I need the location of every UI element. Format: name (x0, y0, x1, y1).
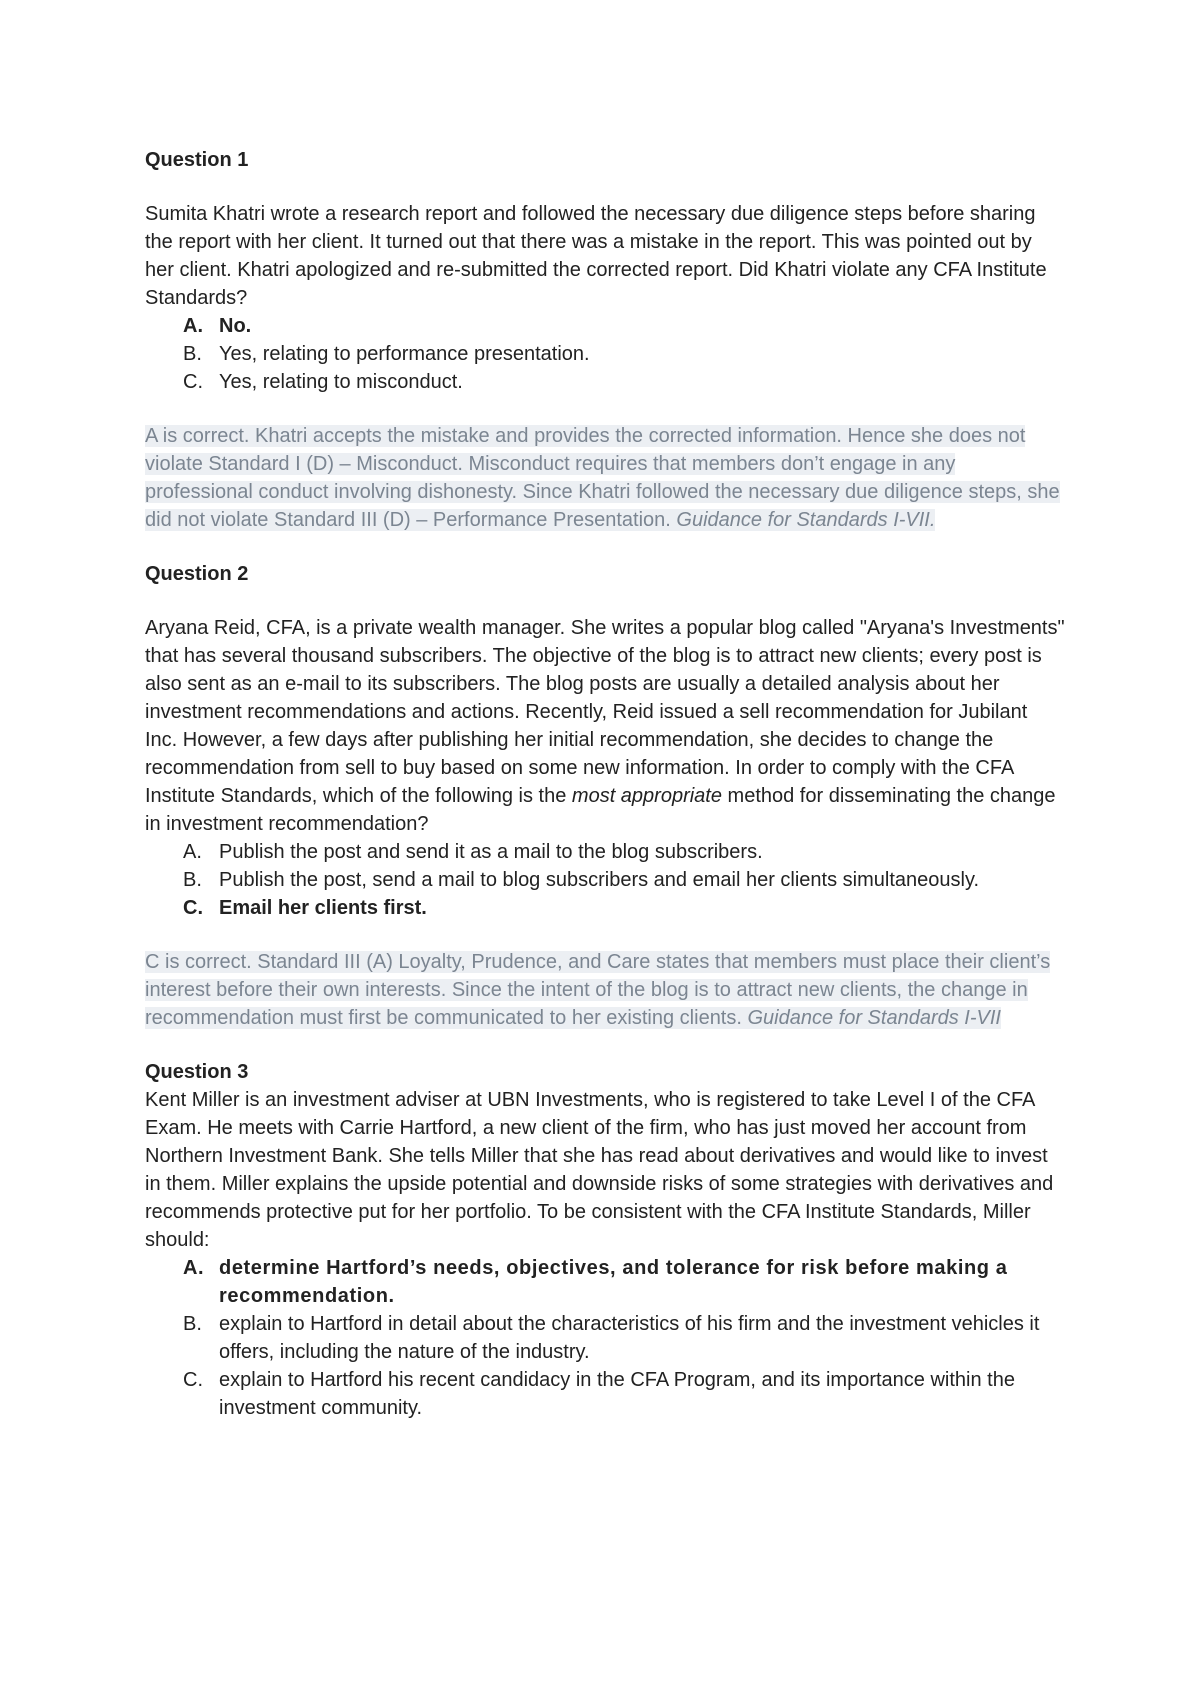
question-3 (145, 1058, 1065, 1422)
question-heading: Question 1 (145, 149, 249, 171)
question-heading: Question 2 (145, 563, 249, 585)
option-b: B. explain to Hartford in detail about the characteristics of his firm and the investment vehicles it offers, including the nature of the industry. (183, 1313, 1040, 1363)
option-a: A. Publish the post and send it as a mail to the blog subscribers. (183, 841, 763, 863)
answer-explanation: A is correct. Khatri accepts the mistake and provides the corrected information. Hence she does not violate Standard I (D) – Misconduct. Misconduct requires that members don’t engage in any professional conduct involving dishonesty. Since Khatri followed the necessary due diligence steps, she did not violate Standard III (D) – Performance Presentation. Guidance for Standards I-VII. (145, 425, 1060, 531)
options-list (145, 838, 1065, 922)
answer-explanation: C is correct. Standard III (A) Loyalty, Prudence, and Care states that members must place their client’s interest before their own interests. Since the intent of the blog is to attract new clients, the change in recommendation must first be communicated to her existing clients. Guidance for Standards I-VII (145, 951, 1051, 1029)
options-list (145, 1254, 1065, 1422)
question-heading: Question 3 (145, 1061, 249, 1083)
question-2 (145, 560, 1065, 1032)
question-1 (145, 146, 1065, 534)
options-list (145, 312, 1065, 396)
option-c: C. Yes, relating to misconduct. (183, 371, 463, 393)
document-page (145, 146, 1065, 1422)
option-a: A. No. (183, 315, 252, 337)
question-stem: Sumita Khatri wrote a research report and followed the necessary due diligence steps before sharing the report with her client. It turned out that there was a mistake in the report. This was pointed out by her client. Khatri apologized and re-submitted the corrected report. Did Khatri violate any CFA Institute Standards? (145, 203, 1047, 309)
option-b: B. Yes, relating to performance presentation. (183, 343, 590, 365)
option-a: A. determine Hartford’s needs, objectives, and tolerance for risk before making a recommendation. (183, 1257, 1008, 1307)
question-stem: Kent Miller is an investment adviser at UBN Investments, who is registered to take Level I of the CFA Exam. He meets with Carrie Hartford, a new client of the firm, who has just moved her account from Northern Investment Bank. She tells Miller that she has read about derivatives and would like to invest in them. Miller explains the upside potential and downside risks of some strategies with derivatives and recommends protective put for her portfolio. To be consistent with the CFA Institute Standards, Miller should: (145, 1089, 1054, 1251)
guidance-reference: Guidance for Standards I-VII (747, 1007, 1001, 1029)
question-stem: Aryana Reid, CFA, is a private wealth manager. She writes a popular blog called "Aryana's Investments" that has several thousand subscribers. The objective of the blog is to attract new clients; every post is also sent as an e-mail to its subscribers. The blog posts are usually a detailed analysis about her investment recommendations and actions. Recently, Reid issued a sell recommendation for Jubilant Inc. However, a few days after publishing her initial recommendation, she decides to change the recommendation from sell to buy based on some new information. In order to comply with the CFA Institute Standards, which of the following is the most appropriate method for disseminating the change in investment recommendation? (145, 617, 1065, 835)
option-c: C. Email her clients first. (183, 897, 427, 919)
option-b: B. Publish the post, send a mail to blog subscribers and email her clients simultaneously. (183, 869, 980, 891)
option-c: C. explain to Hartford his recent candidacy in the CFA Program, and its importance within the investment community. (183, 1369, 1015, 1419)
guidance-reference: Guidance for Standards I-VII. (676, 509, 936, 531)
